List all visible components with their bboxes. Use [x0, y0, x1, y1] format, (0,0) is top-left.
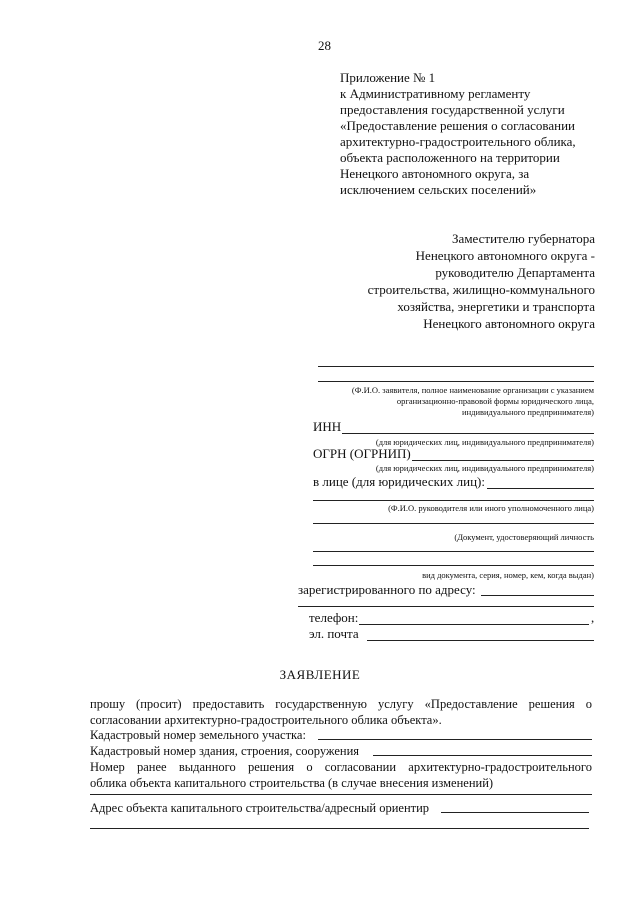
addressee-line: строительства, жилищно-коммунального	[367, 282, 595, 297]
appendix-line: Приложение № 1	[340, 70, 436, 85]
appendix-line: исключением сельских поселений»	[340, 182, 537, 197]
addressee-line: Ненецкого автономного округа	[423, 316, 595, 331]
cadastral-building-field[interactable]	[373, 755, 592, 756]
page-number: 28	[318, 38, 331, 53]
document-details-line[interactable]	[313, 551, 594, 552]
document-details-line[interactable]	[313, 565, 594, 566]
ogrn-label: ОГРН (ОГРНИП)	[313, 446, 411, 461]
phone-field[interactable]	[359, 624, 589, 625]
appendix-line: Ненецкого автономного округа, за	[340, 166, 530, 181]
hint-line: (Ф.И.О. заявителя, полное наименование организации с указанием	[351, 385, 594, 395]
applicant-name-line[interactable]	[318, 366, 594, 367]
request-paragraph-line1: прошу (просит) предоставить государственную услугу «Предоставление решения о	[90, 697, 592, 711]
addressee-line: Заместителю губернатора	[452, 231, 595, 246]
appendix-heading	[340, 70, 576, 198]
inn-hint: (для юридических лиц, индивидуального предпринимателя)	[375, 437, 594, 447]
email-label: эл. почта	[309, 626, 359, 641]
identity-document-line[interactable]	[313, 523, 594, 524]
object-address-label: Адрес объекта капитального строительства/адресный ориентир	[90, 801, 430, 815]
previous-decision-line2: облика объекта капитального строительства (в случае внесения изменений)	[90, 776, 494, 790]
ogrn-field[interactable]	[412, 460, 594, 461]
representative-field[interactable]	[487, 488, 594, 489]
hint-line: организационно-правовой формы юридического лица,	[396, 396, 594, 406]
addressee-line: хозяйства, энергетики и транспорта	[397, 299, 595, 314]
addressee-block	[368, 230, 595, 332]
email-field[interactable]	[367, 640, 594, 641]
applicant-name-line[interactable]	[318, 381, 594, 382]
appendix-line: к Административному регламенту	[340, 86, 531, 101]
appendix-line: архитектурно-градостроительного облика,	[340, 134, 576, 149]
representative-hint: (Ф.И.О. руководителя или иного уполномоченного лица)	[388, 503, 594, 513]
address-field-line[interactable]	[298, 606, 594, 607]
request-paragraph-line2: согласовании архитектурно-градостроительного облика объекта».	[90, 713, 442, 727]
phone-suffix: ,	[591, 610, 595, 625]
previous-decision-line1: Номер ранее выданного решения о согласовании архитектурно-градостроительного	[90, 760, 592, 774]
address-field[interactable]	[481, 595, 594, 596]
cadastral-land-field[interactable]	[318, 739, 592, 740]
applicant-name-hint	[300, 385, 594, 418]
object-address-field[interactable]	[441, 812, 589, 813]
addressee-line: руководителю Департамента	[435, 265, 595, 280]
representative-name-line[interactable]	[313, 500, 594, 501]
document-details-hint: вид документа, серия, номер, кем, когда выдан)	[422, 570, 594, 580]
addressee-line: Ненецкого автономного округа -	[415, 248, 595, 263]
document-title: ЗАЯВЛЕНИЕ	[279, 667, 361, 682]
previous-decision-field[interactable]	[90, 794, 592, 795]
appendix-line: объекта расположенного на территории	[340, 150, 560, 165]
appendix-line: «Предоставление решения о согласовании	[340, 118, 575, 133]
hint-line: индивидуального предпринимателя)	[462, 407, 594, 417]
object-address-line[interactable]	[90, 828, 589, 829]
inn-label: ИНН	[313, 419, 342, 434]
cadastral-building-label: Кадастровый номер здания, строения, сооружения	[90, 744, 360, 758]
appendix-line: предоставления государственной услуги	[340, 102, 565, 117]
representative-label: в лице (для юридических лиц):	[313, 474, 485, 489]
identity-document-hint: (Документ, удостоверяющий личность	[454, 532, 594, 542]
inn-field[interactable]	[342, 433, 594, 434]
cadastral-land-label: Кадастровый номер земельного участка:	[90, 728, 306, 742]
phone-label: телефон:	[309, 610, 359, 625]
ogrn-hint: (для юридических лиц, индивидуального предпринимателя)	[375, 463, 594, 473]
address-label: зарегистрированного по адресу:	[298, 582, 476, 597]
